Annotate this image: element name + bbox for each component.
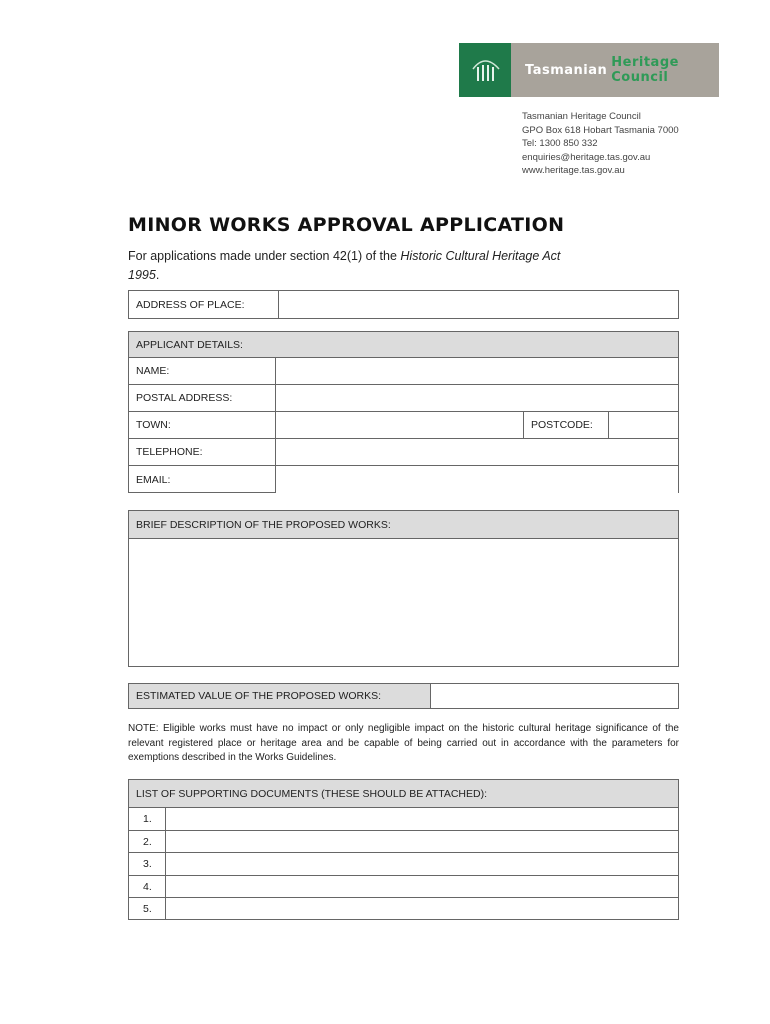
- note-text: NOTE: Eligible works must have no impact or only negligible impact on the historic cultural heritage significance of the relevant registered place or heritage area and be capable of being carried out in accordance with the parameters for exemptions described in the Works Guidelines.: [128, 723, 679, 763]
- name-label: NAME:: [129, 358, 276, 384]
- description-heading-row: [129, 511, 678, 539]
- email-label: EMAIL:: [129, 466, 276, 493]
- logo-text: Tasmanian Heritage Council: [525, 55, 679, 85]
- address-input[interactable]: [279, 291, 678, 318]
- telephone-label: TELEPHONE:: [129, 439, 276, 465]
- documents-heading: LIST OF SUPPORTING DOCUMENTS (THESE SHOULD BE ATTACHED):: [136, 787, 488, 800]
- applicant-table: [128, 331, 679, 493]
- address-label: ADDRESS OF PLACE:: [129, 291, 279, 318]
- documents-heading-row: [129, 780, 678, 808]
- document-number: 5.: [129, 898, 166, 919]
- document-row: [129, 898, 678, 919]
- applicant-heading-row: [129, 332, 678, 358]
- applicant-heading: APPLICANT DETAILS:: [136, 338, 243, 351]
- document-number: 4.: [129, 876, 166, 897]
- document-number: 1.: [129, 808, 166, 830]
- contact-address: GPO Box 618 Hobart Tasmania 7000: [522, 124, 679, 136]
- email-row: [129, 466, 678, 493]
- document-row: [129, 831, 678, 853]
- email-input[interactable]: [276, 466, 678, 493]
- description-heading: BRIEF DESCRIPTION OF THE PROPOSED WORKS:: [136, 518, 391, 531]
- contact-website[interactable]: www.heritage.tas.gov.au: [522, 165, 625, 177]
- document-row: [129, 853, 678, 876]
- document-input[interactable]: [166, 898, 678, 919]
- telephone-input[interactable]: [276, 439, 678, 465]
- telephone-row: [129, 439, 678, 466]
- postal-row: [129, 385, 678, 412]
- town-row: [129, 412, 678, 439]
- document-input[interactable]: [166, 876, 678, 897]
- name-row: [129, 358, 678, 385]
- page-subtitle: For applications made under section 42(1) of the Historic Cultural Heritage Act 1995.: [128, 249, 561, 282]
- contact-email[interactable]: enquiries@heritage.tas.gov.au: [522, 151, 651, 163]
- postcode-input[interactable]: [609, 412, 678, 438]
- town-label: TOWN:: [129, 412, 276, 438]
- document-input[interactable]: [166, 808, 678, 830]
- contact-org: Tasmanian Heritage Council: [522, 111, 641, 122]
- postal-input[interactable]: [276, 385, 678, 411]
- postal-label: POSTAL ADDRESS:: [129, 385, 276, 411]
- document-number: 3.: [129, 853, 166, 875]
- document-number: 2.: [129, 831, 166, 852]
- estimated-table: [128, 683, 679, 709]
- document-input[interactable]: [166, 853, 678, 875]
- postcode-label: POSTCODE:: [524, 412, 609, 438]
- description-input[interactable]: [129, 539, 678, 666]
- estimated-label: ESTIMATED VALUE OF THE PROPOSED WORKS:: [129, 684, 431, 708]
- documents-table: [128, 779, 679, 920]
- estimated-input[interactable]: [431, 684, 678, 708]
- contact-details: [522, 110, 679, 178]
- description-table: [128, 510, 679, 667]
- name-input[interactable]: [276, 358, 678, 384]
- address-table: [128, 290, 679, 319]
- page-title: MINOR WORKS APPROVAL APPLICATION: [128, 214, 565, 236]
- columns-icon: [459, 43, 511, 97]
- document-input[interactable]: [166, 831, 678, 852]
- contact-phone: Tel: 1300 850 332: [522, 138, 598, 150]
- town-input[interactable]: [276, 412, 524, 438]
- heritage-council-logo: [459, 43, 719, 97]
- document-row: [129, 808, 678, 831]
- document-row: [129, 876, 678, 898]
